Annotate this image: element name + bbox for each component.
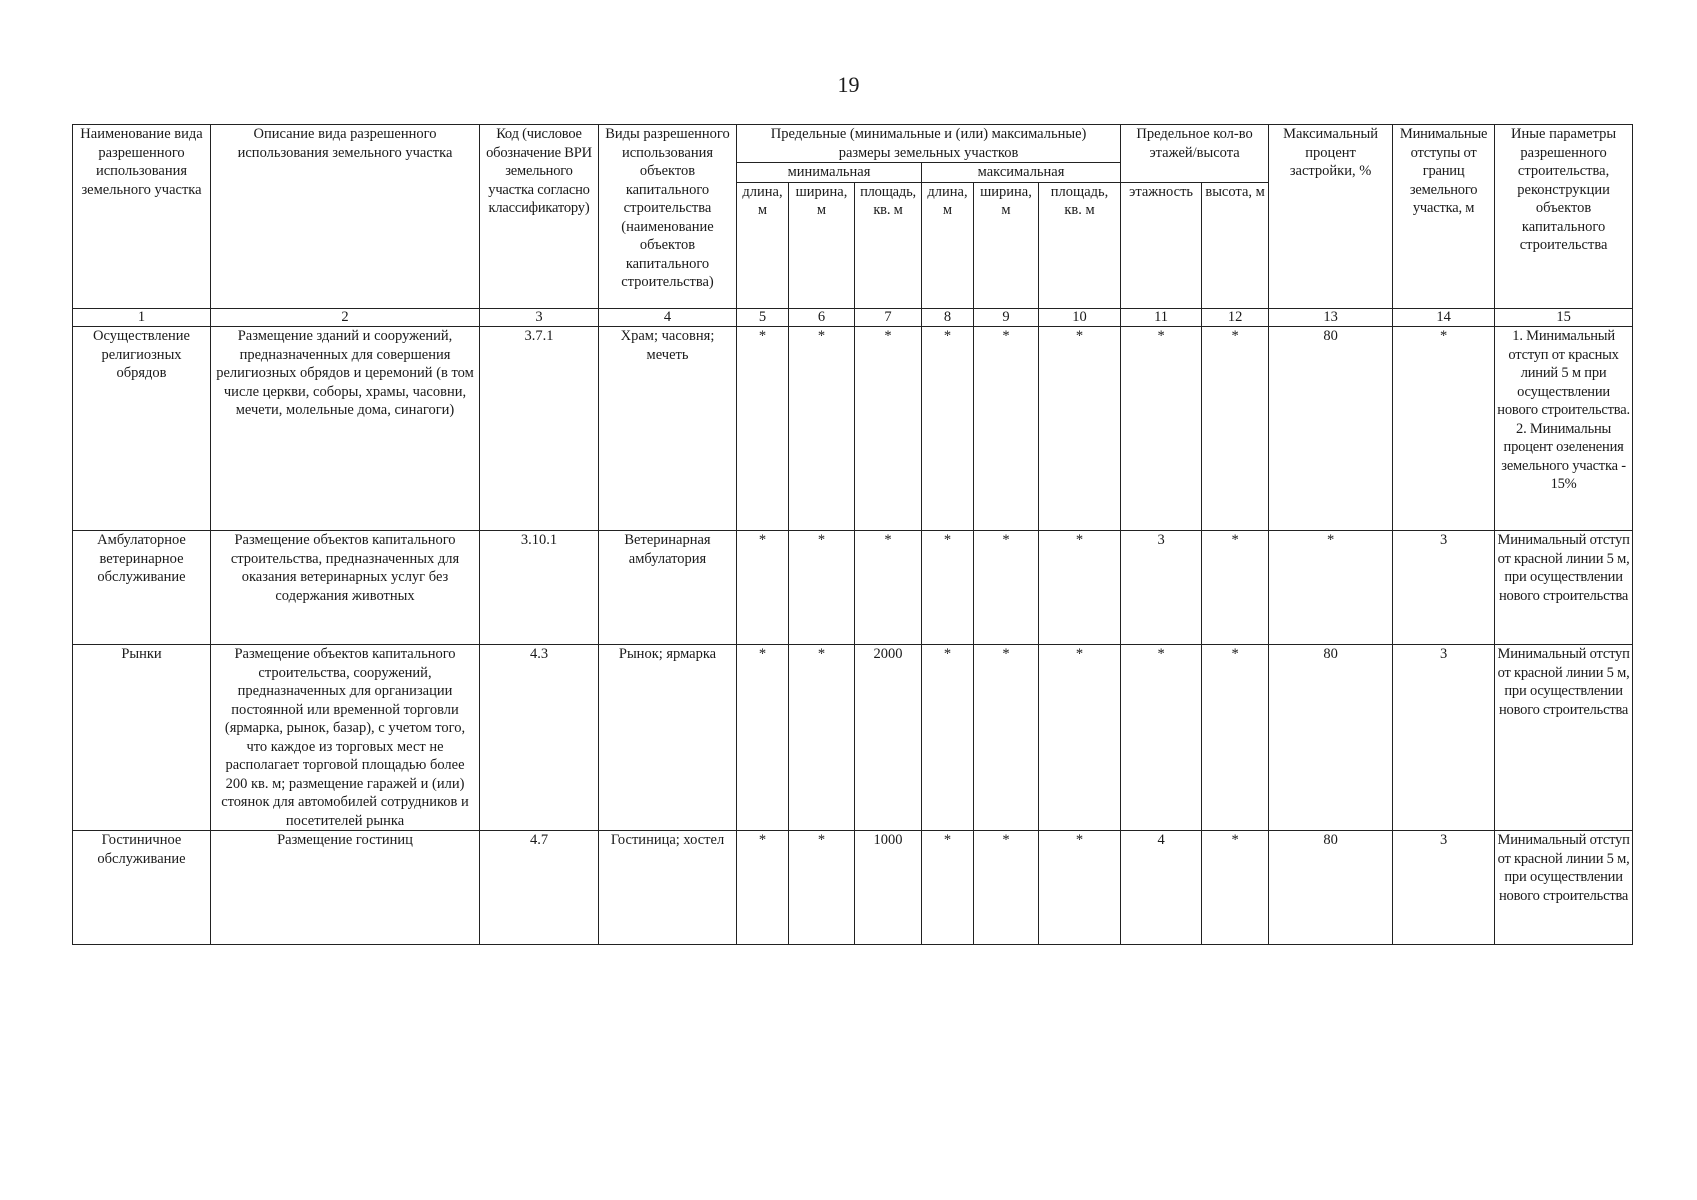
header-row [73, 125, 1633, 163]
cell-width-max: * [974, 645, 1039, 831]
cell-name: Рынки [73, 645, 211, 831]
cell-name: Гостиничное обслуживание [73, 831, 211, 945]
cell-width-max: * [974, 531, 1039, 645]
header-other: Иные параметры разрешенного строительства, реконструкции объектов капитального строительства [1495, 125, 1633, 309]
header-max-percent: Максимальный процент застройки, % [1269, 125, 1393, 309]
header-area-max: площадь, кв. м [1039, 182, 1121, 309]
cell-height: * [1202, 645, 1269, 831]
column-numbers-row [73, 309, 1633, 327]
table-row [73, 831, 1633, 945]
cell-area-max: * [1039, 645, 1121, 831]
cell-max-percent: 80 [1269, 327, 1393, 531]
zoning-parameters-table [72, 124, 1633, 945]
header-limits-max: максимальная [922, 163, 1121, 183]
column-number: 9 [974, 309, 1039, 327]
table-row [73, 327, 1633, 531]
cell-max-percent: * [1269, 531, 1393, 645]
cell-other: Минимальный отступ от красной линии 5 м, при осуществлении нового строительства [1495, 531, 1633, 645]
cell-code: 3.10.1 [480, 531, 599, 645]
header-name: Наименование вида разрешенного использования земельного участка [73, 125, 211, 309]
cell-min-offsets: 3 [1393, 531, 1495, 645]
cell-name: Амбулаторное ветеринарное обслуживание [73, 531, 211, 645]
cell-length-max: * [922, 645, 974, 831]
cell-area-max: * [1039, 531, 1121, 645]
header-width-min: ширина, м [789, 182, 855, 309]
header-min-offsets: Минимальные отступы от границ земельного участка, м [1393, 125, 1495, 309]
column-number: 15 [1495, 309, 1633, 327]
cell-other: Минимальный отступ от красной линии 5 м, при осуществлении нового строительства [1495, 831, 1633, 945]
cell-floors: 4 [1121, 831, 1202, 945]
cell-width-min: * [789, 327, 855, 531]
header-length-max: длина, м [922, 182, 974, 309]
header-floors-group: Предельное кол-во этажей/высота [1121, 125, 1269, 183]
cell-buildings: Ветеринарная амбулатория [599, 531, 737, 645]
page-number: 19 [837, 72, 860, 97]
table-row [73, 645, 1633, 831]
cell-area-min: * [855, 327, 922, 531]
cell-buildings: Рынок; ярмарка [599, 645, 737, 831]
column-number: 10 [1039, 309, 1121, 327]
cell-length-min: * [737, 531, 789, 645]
cell-floors: * [1121, 645, 1202, 831]
column-number: 12 [1202, 309, 1269, 327]
cell-length-min: * [737, 645, 789, 831]
cell-length-min: * [737, 327, 789, 531]
cell-min-offsets: 3 [1393, 645, 1495, 831]
column-number: 11 [1121, 309, 1202, 327]
cell-area-min: 1000 [855, 831, 922, 945]
column-number: 1 [73, 309, 211, 327]
cell-length-max: * [922, 327, 974, 531]
column-number: 2 [211, 309, 480, 327]
header-width-max: ширина, м [974, 182, 1039, 309]
cell-height: * [1202, 831, 1269, 945]
header-floors: этажность [1121, 182, 1202, 309]
cell-width-min: * [789, 531, 855, 645]
cell-max-percent: 80 [1269, 645, 1393, 831]
cell-code: 4.7 [480, 831, 599, 945]
cell-length-min: * [737, 831, 789, 945]
cell-code: 4.3 [480, 645, 599, 831]
cell-description: Размещение гостиниц [211, 831, 480, 945]
column-number: 7 [855, 309, 922, 327]
cell-length-max: * [922, 831, 974, 945]
cell-buildings: Гостиница; хостел [599, 831, 737, 945]
header-area-min: площадь, кв. м [855, 182, 922, 309]
header-height: высота, м [1202, 182, 1269, 309]
header-limits: Предельные (минимальные и (или) максимальные) размеры земельных участков [737, 125, 1121, 163]
header-length-min: длина, м [737, 182, 789, 309]
cell-other: 1. Минимальный отступ от красных линий 5 м при осуществлении нового строительства. 2. Минимальны процент озеленения земельного участка - 15% [1495, 327, 1633, 531]
column-number: 8 [922, 309, 974, 327]
column-number: 4 [599, 309, 737, 327]
cell-width-max: * [974, 831, 1039, 945]
cell-description: Размещение объектов капитального строительства, сооружений, предназначенных для организации постоянной или временной торговли (ярмарка, рынок, базар), с учетом того, что каждое из торговых мест не располагает торговой площадью более 200 кв. м; размещение гаражей и (или) стоянок для автомобилей сотрудников и посетителей рынка [211, 645, 480, 831]
cell-buildings: Храм; часовня; мечеть [599, 327, 737, 531]
cell-width-min: * [789, 645, 855, 831]
cell-max-percent: 80 [1269, 831, 1393, 945]
cell-area-max: * [1039, 831, 1121, 945]
column-number: 3 [480, 309, 599, 327]
column-number: 6 [789, 309, 855, 327]
cell-width-max: * [974, 327, 1039, 531]
cell-name: Осуществление религиозных обрядов [73, 327, 211, 531]
cell-min-offsets: 3 [1393, 831, 1495, 945]
cell-area-max: * [1039, 327, 1121, 531]
cell-description: Размещение объектов капитального строительства, предназначенных для оказания ветеринарных услуг без содержания животных [211, 531, 480, 645]
cell-height: * [1202, 327, 1269, 531]
cell-area-min: 2000 [855, 645, 922, 831]
header-buildings: Виды разрешенного использования объектов капитального строительства (наименование объектов капитального строительства) [599, 125, 737, 309]
cell-floors: * [1121, 327, 1202, 531]
column-number: 13 [1269, 309, 1393, 327]
table-row [73, 531, 1633, 645]
cell-other: Минимальный отступ от красной линии 5 м, при осуществлении нового строительства [1495, 645, 1633, 831]
header-description: Описание вида разрешенного использования земельного участка [211, 125, 480, 309]
cell-width-min: * [789, 831, 855, 945]
cell-code: 3.7.1 [480, 327, 599, 531]
cell-area-min: * [855, 531, 922, 645]
column-number: 14 [1393, 309, 1495, 327]
header-code: Код (числовое обозначение ВРИ земельного участка согласно классификатору) [480, 125, 599, 309]
cell-height: * [1202, 531, 1269, 645]
header-limits-min: минимальная [737, 163, 922, 183]
cell-description: Размещение зданий и сооружений, предназначенных для совершения религиозных обрядов и церемоний (в том числе церкви, соборы, храмы, часовни, мечети, молельные дома, синагоги) [211, 327, 480, 531]
cell-min-offsets: * [1393, 327, 1495, 531]
cell-length-max: * [922, 531, 974, 645]
cell-floors: 3 [1121, 531, 1202, 645]
column-number: 5 [737, 309, 789, 327]
